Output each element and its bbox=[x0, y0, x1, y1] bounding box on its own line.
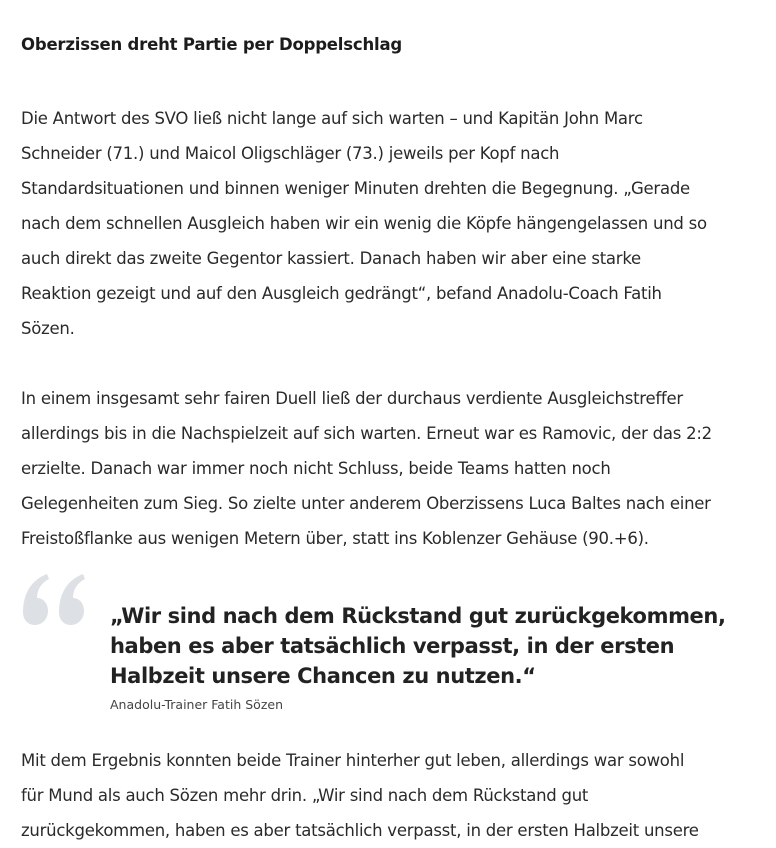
quote-mark-icon bbox=[21, 572, 87, 626]
text-line: Die Antwort des SVO ließ nicht lange auf sich warten – und Kapitän John Marc bbox=[21, 109, 643, 128]
paragraph-1 bbox=[21, 101, 707, 346]
text-line: Sözen. bbox=[21, 319, 75, 338]
quote-text bbox=[110, 601, 750, 691]
section-heading: Oberzissen dreht Partie per Doppelschlag bbox=[21, 35, 402, 54]
paragraph-2 bbox=[21, 381, 712, 556]
text-line: Reaktion gezeigt und auf den Ausgleich gedrängt“, befand Anadolu-Coach Fatih bbox=[21, 284, 662, 303]
text-line: allerdings bis in die Nachspielzeit auf sich warten. Erneut war es Ramovic, der das 2:2 bbox=[21, 424, 712, 443]
paragraph-3 bbox=[21, 743, 699, 848]
quote-line: Halbzeit unsere Chancen zu nutzen.“ bbox=[110, 664, 536, 688]
text-line: zurückgekommen, haben es aber tatsächlich verpasst, in der ersten Halbzeit unsere bbox=[21, 821, 699, 840]
text-line: Standardsituationen und binnen weniger Minuten drehten die Begegnung. „Gerade bbox=[21, 179, 690, 198]
text-line: In einem insgesamt sehr fairen Duell ließ der durchaus verdiente Ausgleichstreffer bbox=[21, 389, 683, 408]
text-line: Freistoßflanke aus wenigen Metern über, statt ins Koblenzer Gehäuse (90.+6). bbox=[21, 529, 649, 548]
quote-line: „Wir sind nach dem Rückstand gut zurückgekommen, bbox=[110, 604, 726, 628]
quote-line: haben es aber tatsächlich verpasst, in der ersten bbox=[110, 634, 675, 658]
text-line: Schneider (71.) und Maicol Oligschläger (73.) jeweils per Kopf nach bbox=[21, 144, 560, 163]
quote-author: Anadolu-Trainer Fatih Sözen bbox=[110, 697, 283, 712]
text-line: erzielte. Danach war immer noch nicht Schluss, beide Teams hatten noch bbox=[21, 459, 611, 478]
pull-quote bbox=[110, 601, 750, 712]
text-line: auch direkt das zweite Gegentor kassiert. Danach haben wir aber eine starke bbox=[21, 249, 641, 268]
text-line: nach dem schnellen Ausgleich haben wir ein wenig die Köpfe hängengelassen und so bbox=[21, 214, 707, 233]
text-line: Mit dem Ergebnis konnten beide Trainer hinterher gut leben, allerdings war sowohl bbox=[21, 751, 685, 770]
text-line: für Mund als auch Sözen mehr drin. „Wir sind nach dem Rückstand gut bbox=[21, 786, 589, 805]
text-line: Gelegenheiten zum Sieg. So zielte unter anderem Oberzissens Luca Baltes nach einer bbox=[21, 494, 711, 513]
